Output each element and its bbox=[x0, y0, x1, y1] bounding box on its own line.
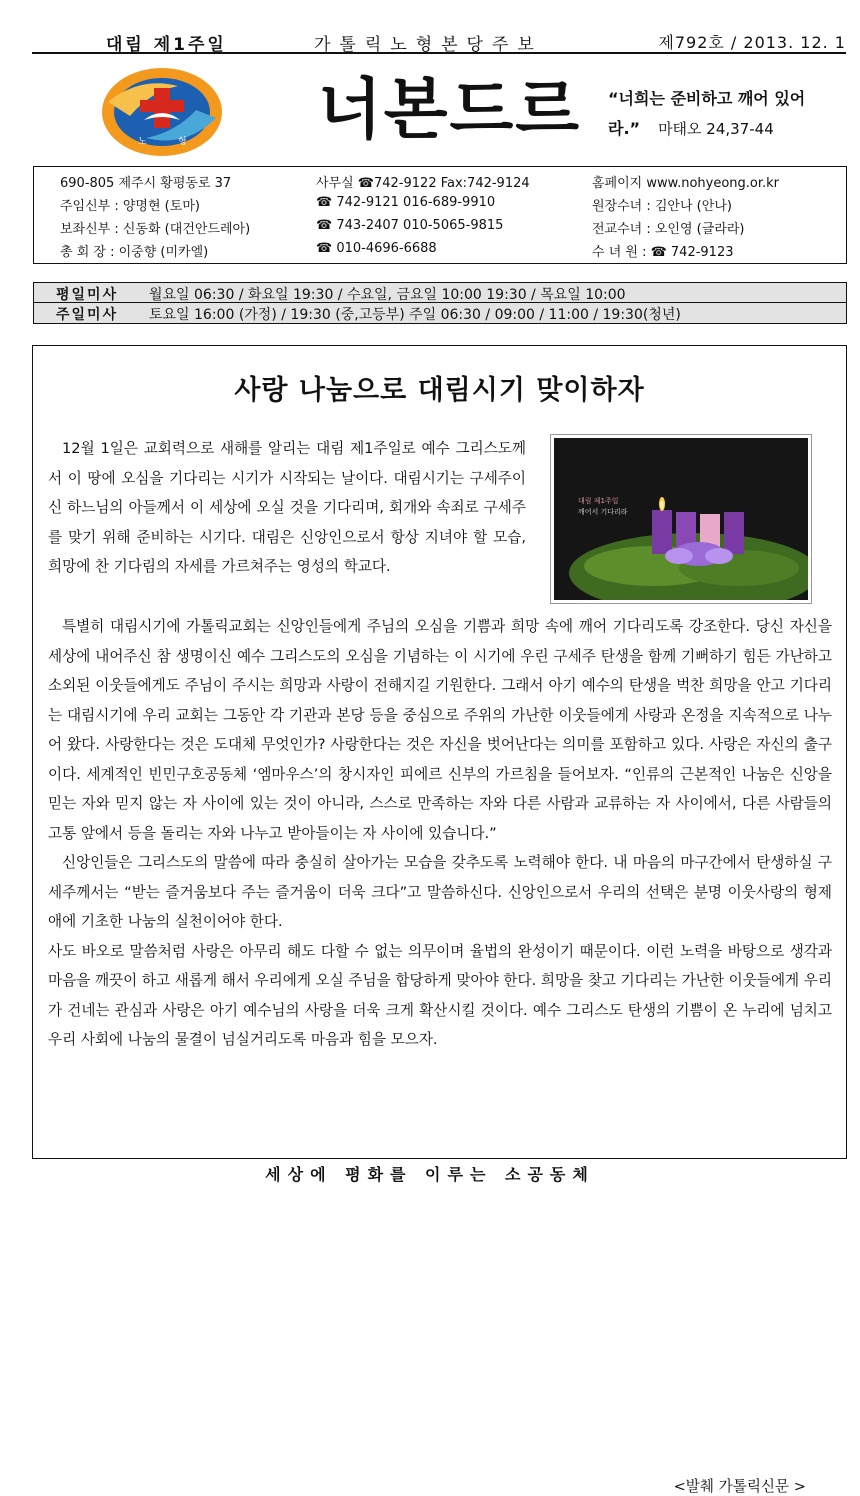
liturgical-season: 대림 제1주일 bbox=[106, 35, 227, 55]
info-row bbox=[34, 241, 846, 263]
photo-caption-title: 대림 제1주일 bbox=[578, 497, 619, 505]
mass-schedule bbox=[33, 282, 847, 324]
masthead-bar bbox=[32, 28, 846, 54]
quote-text: “너희는 준비하고 깨어 있어라.” bbox=[608, 89, 806, 138]
photo-caption-subtitle: 깨어서 기다리라 bbox=[578, 508, 628, 516]
sunday-mass-times: 토요일 16:00 (가정) / 19:30 (중,고등부) 주일 06:30 / 09:00 / 11:00 / 19:30(청년) bbox=[149, 307, 681, 323]
weekday-mass-row bbox=[34, 283, 846, 303]
parish-info-box bbox=[33, 166, 847, 264]
logo-text-right: 형 bbox=[178, 137, 187, 147]
weekday-mass-times: 월요일 06:30 / 화요일 19:30 / 수요일, 금요일 10:00 19:30 / 목요일 10:00 bbox=[149, 287, 626, 303]
quote-reference: 마태오 24,37-44 bbox=[658, 120, 774, 138]
office-phone: 사무실 ☎742-9122 Fax:742-9124 bbox=[316, 176, 530, 191]
article-paragraph: 12월 1일은 교회력으로 새해를 알리는 대림 제1주일로 예수 그리스도께서 이 땅에 오심을 기다리는 시기가 시작되는 날이다. 대림시기는 구세주이신 하느님의 아들께서 이 세상에 오실 것을 기다리며, 회개와 속죄로 구세주를 맞기 위해 준비하는 시기다. 대림은 신앙인으로서 항상 지녀야 할 모습, 희망에 찬 기다림의 자세를 가르쳐주는 영성의 학교다. bbox=[48, 440, 526, 575]
article-source: <발췌 가톨릭신문 > bbox=[673, 1478, 806, 1495]
info-row bbox=[34, 195, 846, 217]
article-paragraph: 사도 바오로 말씀처럼 사랑은 아무리 해도 다할 수 없는 의무이며 율법의 완성이기 때문이다. 이런 노력을 바탕으로 생각과 마음을 깨끗이 하고 새롭게 해서 우리에게 오실 주님을 합당하게 맞아야 한다. 희망을 찾고 기다리는 가난한 이웃들에게 우리가 건네는 관심과 사랑은 아기 예수님의 사랑을 더욱 크게 확산시킬 것이다. 예수 그리스도 탄생의 기쁨이 온 누리에 넘치고 우리 사회에 나눔의 물결이 넘실거리도록 마음과 힘을 모으자. bbox=[48, 942, 832, 1048]
weekday-mass-label: 평일미사 bbox=[56, 287, 119, 303]
homepage-link[interactable]: 홈페이지 www.nohyeong.or.kr bbox=[592, 176, 780, 191]
pastor: 주임신부 : 양명현 (토마) bbox=[60, 199, 200, 214]
assistant-phone: ☎ 743-2407 010-5065-9815 bbox=[316, 218, 504, 233]
article-body bbox=[48, 612, 832, 1055]
sunday-mass-row bbox=[34, 303, 846, 322]
info-row bbox=[34, 218, 846, 240]
mission-sister: 전교수녀 : 오인영 (글라라) bbox=[592, 222, 745, 237]
scripture-quote bbox=[608, 84, 846, 144]
bulletin-title: 너본드르 bbox=[318, 70, 582, 148]
logo-text-left: 노 bbox=[138, 137, 147, 147]
president-phone: ☎ 010-4696-6688 bbox=[316, 241, 437, 256]
address: 690-805 제주시 황평동로 37 bbox=[60, 176, 232, 191]
head-sister: 원장수녀 : 김안나 (안나) bbox=[592, 199, 732, 214]
info-row bbox=[34, 172, 846, 194]
assistant-priest: 보좌신부 : 신동화 (대건안드레아) bbox=[60, 222, 251, 237]
parish-logo-icon bbox=[100, 66, 224, 158]
article-paragraph: 특별히 대림시기에 가톨릭교회는 신앙인들에게 주님의 오심을 기쁨과 희망 속에 깨어 기다리도록 강조한다. 당신 자신을 세상에 내어주신 참 생명이신 예수 그리스도의 오심을 기념하는 이 시기에 우린 구세주 탄생을 함께 기뻐하기 힘든 가난하고 소외된 이웃들에게도 주님이 주시는 희망과 사랑이 전해지길 기원한다. 그래서 아기 예수의 탄생을 벅찬 희망을 안고 기다리는 대림시기에 우리 교회는 그동안 각 기관과 본당 등을 중심으로 주위의 가난한 이웃들에게 사랑과 온정을 지속적으로 나누어 왔다. 사랑한다는 것은 도대체 무엇인가? 사랑한다는 것은 자신을 벗어난다는 의미를 포함하고 있다. 사랑은 자신의 출구이다. 세계적인 빈민구호공동체 ‘엠마우스’의 창시자인 피에르 신부의 가르침을 들어보자. “인류의 근본적인 나눔은 신앙을 믿는 자와 믿지 않는 자 사이에 있는 것이 아니라, 스스로 만족하는 자와 다른 사람과 교류하는 자 사이에서, 다른 사람들의 고통 앞에서 등을 돌리는 자와 나누고 받아들이는 자 사이에 있습니다.” bbox=[48, 618, 832, 842]
article-headline: 사랑 나눔으로 대림시기 맞이하자 bbox=[234, 375, 645, 406]
bulletin-name: 가톨릭노형본당주보 bbox=[314, 35, 543, 55]
footer-motto: 세상에 평화를 이루는 소공동체 bbox=[265, 1165, 595, 1184]
pastor-phone: ☎ 742-9121 016-689-9910 bbox=[316, 195, 496, 210]
convent: 수 녀 원 : ☎ 742-9123 bbox=[592, 245, 734, 260]
issue-number-date: 제792호 / 2013. 12. 1 bbox=[658, 33, 846, 52]
advent-candles-photo bbox=[550, 434, 812, 604]
article-paragraph: 신앙인들은 그리스도의 말씀에 따라 충실히 살아가는 모습을 갖추도록 노력해야 한다. 내 마음의 마구간에서 탄생하실 구세주께서는 “받는 즐거움보다 주는 즐거움이 더욱 크다”고 말씀하신다. 신앙인으로서 우리의 선택은 분명 이웃사랑의 형제애에 기초한 나눔의 실천이어야 한다. bbox=[48, 854, 832, 930]
sunday-mass-label: 주일미사 bbox=[56, 307, 119, 323]
council-president: 총 회 장 : 이중향 (미카엘) bbox=[60, 245, 209, 260]
